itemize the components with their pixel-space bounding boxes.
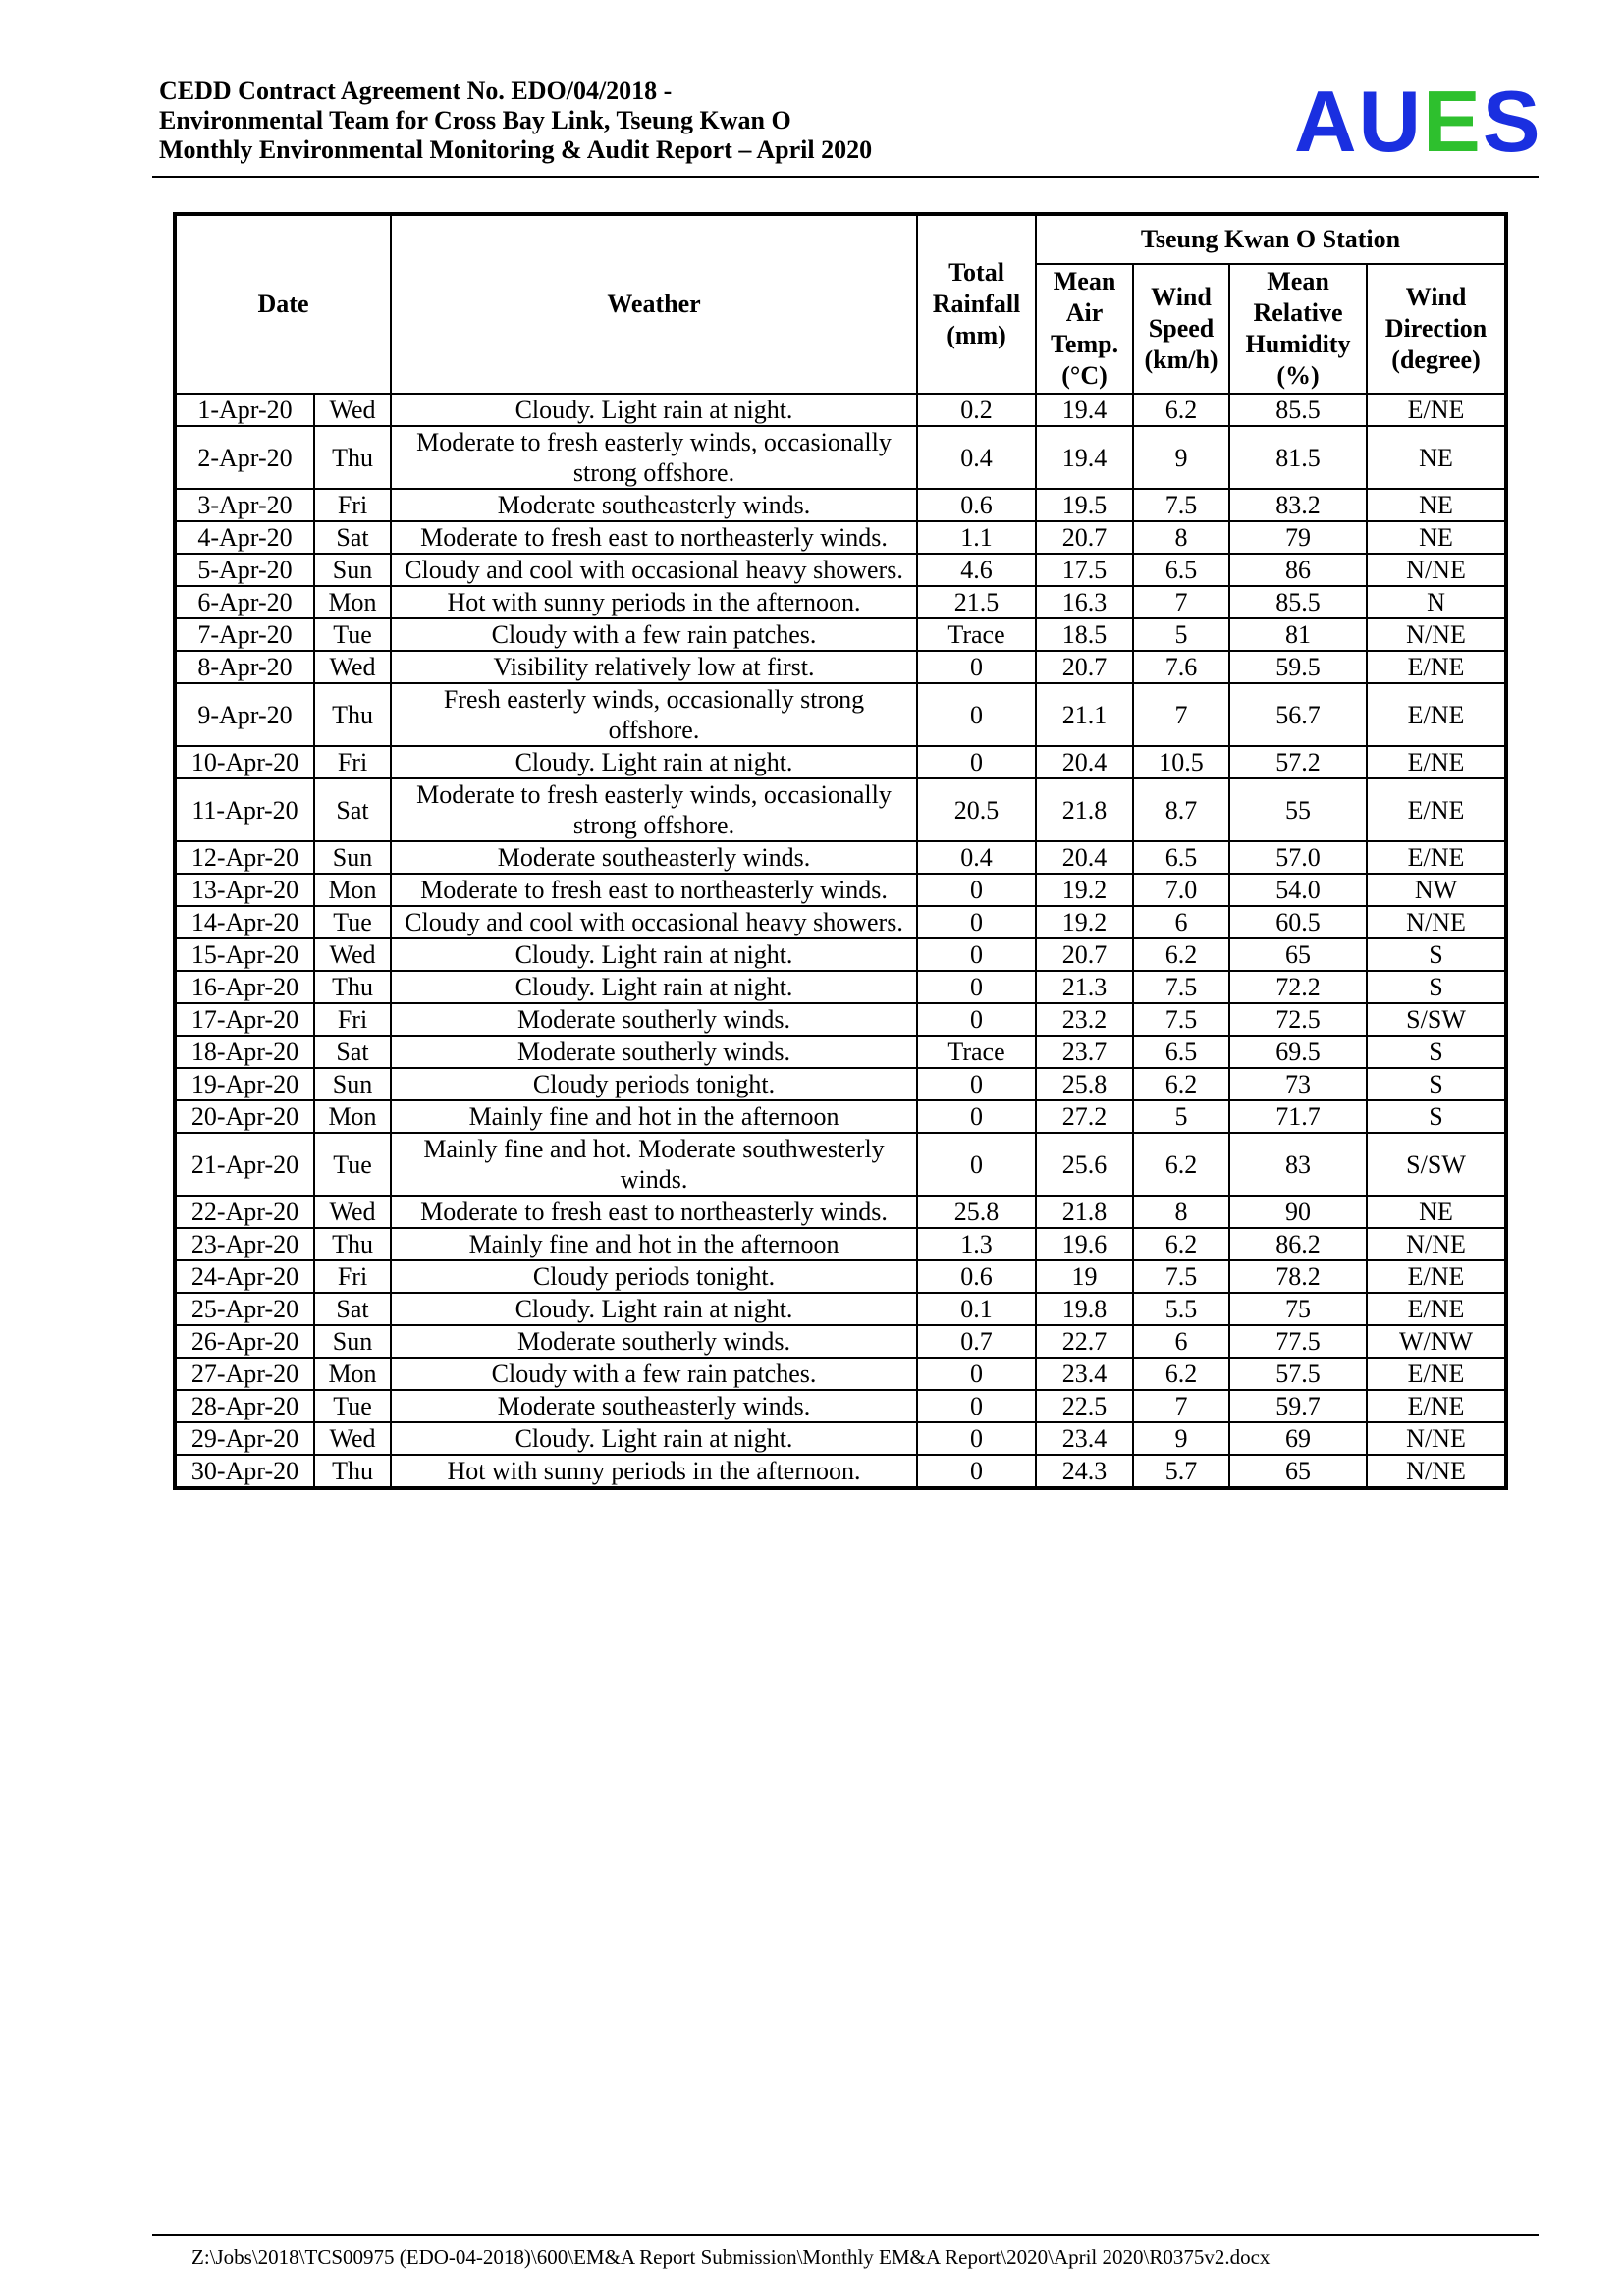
cell-wind-direction: E/NE bbox=[1367, 394, 1506, 426]
cell-wind-speed: 6 bbox=[1133, 1325, 1229, 1358]
cell-rainfall: 0 bbox=[917, 1358, 1036, 1390]
cell-rainfall: 4.6 bbox=[917, 554, 1036, 586]
cell-date: 2-Apr-20 bbox=[175, 426, 314, 489]
cell-wind-speed: 7 bbox=[1133, 586, 1229, 618]
header-wind-direction: Wind Direction (degree) bbox=[1367, 264, 1506, 394]
table-row bbox=[175, 426, 1506, 489]
cell-wind-speed: 7 bbox=[1133, 683, 1229, 746]
cell-temp: 23.4 bbox=[1036, 1422, 1133, 1455]
cell-wind-direction: E/NE bbox=[1367, 841, 1506, 874]
cell-humidity: 85.5 bbox=[1229, 586, 1367, 618]
table-row bbox=[175, 841, 1506, 874]
cell-rainfall: Trace bbox=[917, 618, 1036, 651]
cell-humidity: 59.5 bbox=[1229, 651, 1367, 683]
cell-wind-direction: N/NE bbox=[1367, 906, 1506, 938]
cell-humidity: 83.2 bbox=[1229, 489, 1367, 521]
cell-temp: 22.5 bbox=[1036, 1390, 1133, 1422]
cell-wind-direction: S bbox=[1367, 1068, 1506, 1100]
cell-wind-direction: E/NE bbox=[1367, 746, 1506, 778]
cell-wind-direction: N/NE bbox=[1367, 618, 1506, 651]
cell-temp: 19.4 bbox=[1036, 394, 1133, 426]
cell-rainfall: 0 bbox=[917, 683, 1036, 746]
cell-weather: Moderate to fresh easterly winds, occasionally strong offshore. bbox=[391, 426, 917, 489]
table-row bbox=[175, 1003, 1506, 1036]
cell-humidity: 71.7 bbox=[1229, 1100, 1367, 1133]
cell-weather: Mainly fine and hot. Moderate southwesterly winds. bbox=[391, 1133, 917, 1196]
cell-day: Sun bbox=[314, 554, 391, 586]
cell-rainfall: 0 bbox=[917, 651, 1036, 683]
table-row bbox=[175, 1228, 1506, 1260]
table-row bbox=[175, 618, 1506, 651]
table-row bbox=[175, 1068, 1506, 1100]
cell-temp: 20.4 bbox=[1036, 746, 1133, 778]
table-row bbox=[175, 1036, 1506, 1068]
cell-humidity: 90 bbox=[1229, 1196, 1367, 1228]
cell-wind-direction: W/NW bbox=[1367, 1325, 1506, 1358]
cell-rainfall: 0 bbox=[917, 1003, 1036, 1036]
cell-wind-direction: S bbox=[1367, 1100, 1506, 1133]
cell-wind-speed: 7 bbox=[1133, 1390, 1229, 1422]
cell-weather: Moderate southeasterly winds. bbox=[391, 1390, 917, 1422]
cell-wind-speed: 6.5 bbox=[1133, 1036, 1229, 1068]
cell-day: Sun bbox=[314, 1068, 391, 1100]
cell-temp: 20.7 bbox=[1036, 938, 1133, 971]
cell-wind-direction: N/NE bbox=[1367, 1455, 1506, 1488]
cell-wind-speed: 7.5 bbox=[1133, 971, 1229, 1003]
cell-wind-speed: 6 bbox=[1133, 906, 1229, 938]
cell-day: Tue bbox=[314, 618, 391, 651]
weather-table-body bbox=[175, 394, 1506, 1488]
cell-weather: Cloudy. Light rain at night. bbox=[391, 394, 917, 426]
cell-wind-direction: E/NE bbox=[1367, 778, 1506, 841]
cell-wind-direction: NE bbox=[1367, 489, 1506, 521]
cell-day: Thu bbox=[314, 426, 391, 489]
cell-date: 29-Apr-20 bbox=[175, 1422, 314, 1455]
cell-day: Wed bbox=[314, 1422, 391, 1455]
cell-wind-direction: NE bbox=[1367, 426, 1506, 489]
cell-wind-direction: E/NE bbox=[1367, 1390, 1506, 1422]
cell-rainfall: 0.1 bbox=[917, 1293, 1036, 1325]
cell-day: Mon bbox=[314, 874, 391, 906]
cell-wind-speed: 5 bbox=[1133, 618, 1229, 651]
cell-temp: 20.7 bbox=[1036, 651, 1133, 683]
cell-wind-speed: 8.7 bbox=[1133, 778, 1229, 841]
cell-day: Fri bbox=[314, 1260, 391, 1293]
cell-weather: Visibility relatively low at first. bbox=[391, 651, 917, 683]
cell-day: Mon bbox=[314, 586, 391, 618]
cell-rainfall: Trace bbox=[917, 1036, 1036, 1068]
cell-date: 28-Apr-20 bbox=[175, 1390, 314, 1422]
cell-wind-direction: N/NE bbox=[1367, 554, 1506, 586]
cell-temp: 21.1 bbox=[1036, 683, 1133, 746]
cell-rainfall: 0.2 bbox=[917, 394, 1036, 426]
cell-rainfall: 25.8 bbox=[917, 1196, 1036, 1228]
cell-wind-direction: S bbox=[1367, 1036, 1506, 1068]
cell-rainfall: 0 bbox=[917, 1068, 1036, 1100]
table-row bbox=[175, 778, 1506, 841]
cell-rainfall: 0 bbox=[917, 971, 1036, 1003]
cell-temp: 27.2 bbox=[1036, 1100, 1133, 1133]
cell-humidity: 65 bbox=[1229, 938, 1367, 971]
table-row bbox=[175, 1390, 1506, 1422]
cell-day: Sun bbox=[314, 841, 391, 874]
header-temp: Mean Air Temp. (°C) bbox=[1036, 264, 1133, 394]
cell-day: Thu bbox=[314, 683, 391, 746]
cell-day: Tue bbox=[314, 1390, 391, 1422]
cell-weather: Moderate southeasterly winds. bbox=[391, 841, 917, 874]
cell-humidity: 56.7 bbox=[1229, 683, 1367, 746]
cell-wind-direction: S bbox=[1367, 938, 1506, 971]
cell-wind-speed: 6.5 bbox=[1133, 554, 1229, 586]
table-row bbox=[175, 1358, 1506, 1390]
cell-rainfall: 0 bbox=[917, 746, 1036, 778]
cell-rainfall: 0.6 bbox=[917, 489, 1036, 521]
cell-temp: 20.7 bbox=[1036, 521, 1133, 554]
table-row bbox=[175, 1133, 1506, 1196]
cell-wind-speed: 9 bbox=[1133, 426, 1229, 489]
cell-date: 21-Apr-20 bbox=[175, 1133, 314, 1196]
cell-wind-direction: S bbox=[1367, 971, 1506, 1003]
cell-weather: Cloudy. Light rain at night. bbox=[391, 1422, 917, 1455]
table-row bbox=[175, 874, 1506, 906]
cell-date: 6-Apr-20 bbox=[175, 586, 314, 618]
cell-wind-direction: S/SW bbox=[1367, 1133, 1506, 1196]
header-divider bbox=[152, 176, 1539, 178]
cell-day: Sun bbox=[314, 1325, 391, 1358]
cell-date: 1-Apr-20 bbox=[175, 394, 314, 426]
cell-weather: Cloudy periods tonight. bbox=[391, 1260, 917, 1293]
cell-rainfall: 1.3 bbox=[917, 1228, 1036, 1260]
table-row bbox=[175, 971, 1506, 1003]
cell-day: Thu bbox=[314, 1228, 391, 1260]
cell-wind-speed: 5 bbox=[1133, 1100, 1229, 1133]
cell-wind-direction: NW bbox=[1367, 874, 1506, 906]
cell-rainfall: 0 bbox=[917, 1390, 1036, 1422]
cell-rainfall: 0 bbox=[917, 938, 1036, 971]
cell-date: 24-Apr-20 bbox=[175, 1260, 314, 1293]
cell-wind-speed: 9 bbox=[1133, 1422, 1229, 1455]
cell-weather: Cloudy. Light rain at night. bbox=[391, 746, 917, 778]
table-row bbox=[175, 521, 1506, 554]
cell-wind-direction: NE bbox=[1367, 521, 1506, 554]
cell-temp: 17.5 bbox=[1036, 554, 1133, 586]
cell-temp: 23.4 bbox=[1036, 1358, 1133, 1390]
cell-humidity: 65 bbox=[1229, 1455, 1367, 1488]
cell-date: 18-Apr-20 bbox=[175, 1036, 314, 1068]
cell-temp: 20.4 bbox=[1036, 841, 1133, 874]
cell-date: 5-Apr-20 bbox=[175, 554, 314, 586]
cell-humidity: 81.5 bbox=[1229, 426, 1367, 489]
cell-temp: 19.5 bbox=[1036, 489, 1133, 521]
cell-weather: Hot with sunny periods in the afternoon. bbox=[391, 586, 917, 618]
cell-rainfall: 0 bbox=[917, 1422, 1036, 1455]
cell-wind-speed: 8 bbox=[1133, 521, 1229, 554]
cell-rainfall: 0.4 bbox=[917, 841, 1036, 874]
cell-date: 14-Apr-20 bbox=[175, 906, 314, 938]
cell-temp: 19.2 bbox=[1036, 906, 1133, 938]
cell-temp: 19.4 bbox=[1036, 426, 1133, 489]
cell-humidity: 78.2 bbox=[1229, 1260, 1367, 1293]
cell-rainfall: 0.4 bbox=[917, 426, 1036, 489]
table-row bbox=[175, 683, 1506, 746]
cell-weather: Moderate southerly winds. bbox=[391, 1003, 917, 1036]
cell-wind-direction: NE bbox=[1367, 1196, 1506, 1228]
cell-temp: 23.2 bbox=[1036, 1003, 1133, 1036]
cell-rainfall: 1.1 bbox=[917, 521, 1036, 554]
table-row bbox=[175, 746, 1506, 778]
cell-rainfall: 0 bbox=[917, 874, 1036, 906]
cell-date: 15-Apr-20 bbox=[175, 938, 314, 971]
cell-humidity: 72.2 bbox=[1229, 971, 1367, 1003]
cell-wind-speed: 6.5 bbox=[1133, 841, 1229, 874]
cell-weather: Mainly fine and hot in the afternoon bbox=[391, 1228, 917, 1260]
cell-humidity: 77.5 bbox=[1229, 1325, 1367, 1358]
cell-rainfall: 0.6 bbox=[917, 1260, 1036, 1293]
cell-humidity: 57.0 bbox=[1229, 841, 1367, 874]
cell-wind-speed: 7.0 bbox=[1133, 874, 1229, 906]
cell-date: 3-Apr-20 bbox=[175, 489, 314, 521]
cell-weather: Moderate southerly winds. bbox=[391, 1036, 917, 1068]
cell-humidity: 86 bbox=[1229, 554, 1367, 586]
cell-wind-speed: 6.2 bbox=[1133, 1133, 1229, 1196]
cell-day: Mon bbox=[314, 1100, 391, 1133]
cell-day: Tue bbox=[314, 1133, 391, 1196]
header-line-report: Monthly Environmental Monitoring & Audit Report – April 2020 bbox=[159, 135, 873, 164]
cell-rainfall: 21.5 bbox=[917, 586, 1036, 618]
table-row bbox=[175, 1455, 1506, 1488]
cell-humidity: 86.2 bbox=[1229, 1228, 1367, 1260]
cell-wind-speed: 7.6 bbox=[1133, 651, 1229, 683]
cell-humidity: 83 bbox=[1229, 1133, 1367, 1196]
table-row bbox=[175, 938, 1506, 971]
footer-file-path: Z:\Jobs\2018\TCS00975 (EDO-04-2018)\600\EM&A Report Submission\Monthly EM&A Report\2020\April 2020\R0375v2.docx bbox=[191, 2245, 1271, 2269]
header-humidity: Mean Relative Humidity (%) bbox=[1229, 264, 1367, 394]
header-weather: Weather bbox=[391, 214, 917, 394]
cell-day: Thu bbox=[314, 1455, 391, 1488]
cell-temp: 18.5 bbox=[1036, 618, 1133, 651]
cell-wind-direction: E/NE bbox=[1367, 1260, 1506, 1293]
cell-rainfall: 0 bbox=[917, 1100, 1036, 1133]
cell-weather: Cloudy and cool with occasional heavy showers. bbox=[391, 554, 917, 586]
cell-wind-speed: 8 bbox=[1133, 1196, 1229, 1228]
cell-day: Sat bbox=[314, 521, 391, 554]
cell-wind-direction: N/NE bbox=[1367, 1422, 1506, 1455]
cell-day: Fri bbox=[314, 489, 391, 521]
cell-rainfall: 0 bbox=[917, 1133, 1036, 1196]
cell-date: 13-Apr-20 bbox=[175, 874, 314, 906]
cell-date: 23-Apr-20 bbox=[175, 1228, 314, 1260]
cell-day: Tue bbox=[314, 906, 391, 938]
cell-date: 26-Apr-20 bbox=[175, 1325, 314, 1358]
cell-wind-speed: 7.5 bbox=[1133, 489, 1229, 521]
cell-weather: Cloudy and cool with occasional heavy showers. bbox=[391, 906, 917, 938]
cell-temp: 25.6 bbox=[1036, 1133, 1133, 1196]
cell-wind-direction: E/NE bbox=[1367, 1293, 1506, 1325]
cell-date: 27-Apr-20 bbox=[175, 1358, 314, 1390]
cell-temp: 24.3 bbox=[1036, 1455, 1133, 1488]
cell-date: 30-Apr-20 bbox=[175, 1455, 314, 1488]
cell-date: 17-Apr-20 bbox=[175, 1003, 314, 1036]
cell-weather: Cloudy periods tonight. bbox=[391, 1068, 917, 1100]
cell-weather: Hot with sunny periods in the afternoon. bbox=[391, 1455, 917, 1488]
cell-temp: 16.3 bbox=[1036, 586, 1133, 618]
header-date: Date bbox=[175, 214, 391, 394]
cell-temp: 22.7 bbox=[1036, 1325, 1133, 1358]
cell-date: 7-Apr-20 bbox=[175, 618, 314, 651]
table-row bbox=[175, 554, 1506, 586]
cell-date: 10-Apr-20 bbox=[175, 746, 314, 778]
table-row bbox=[175, 586, 1506, 618]
cell-temp: 23.7 bbox=[1036, 1036, 1133, 1068]
cell-date: 20-Apr-20 bbox=[175, 1100, 314, 1133]
cell-weather: Moderate southerly winds. bbox=[391, 1325, 917, 1358]
header-line-team: Environmental Team for Cross Bay Link, Tseung Kwan O bbox=[159, 106, 791, 134]
table-row bbox=[175, 906, 1506, 938]
cell-date: 11-Apr-20 bbox=[175, 778, 314, 841]
cell-day: Mon bbox=[314, 1358, 391, 1390]
cell-weather: Moderate to fresh east to northeasterly winds. bbox=[391, 1196, 917, 1228]
footer-divider bbox=[152, 2234, 1539, 2236]
cell-humidity: 85.5 bbox=[1229, 394, 1367, 426]
cell-day: Wed bbox=[314, 651, 391, 683]
cell-humidity: 59.7 bbox=[1229, 1390, 1367, 1422]
cell-day: Wed bbox=[314, 1196, 391, 1228]
cell-wind-speed: 7.5 bbox=[1133, 1260, 1229, 1293]
cell-temp: 19.2 bbox=[1036, 874, 1133, 906]
cell-day: Wed bbox=[314, 938, 391, 971]
cell-humidity: 75 bbox=[1229, 1293, 1367, 1325]
cell-wind-direction: S/SW bbox=[1367, 1003, 1506, 1036]
cell-rainfall: 0.7 bbox=[917, 1325, 1036, 1358]
cell-day: Wed bbox=[314, 394, 391, 426]
cell-weather: Fresh easterly winds, occasionally strong offshore. bbox=[391, 683, 917, 746]
cell-date: 4-Apr-20 bbox=[175, 521, 314, 554]
cell-humidity: 69 bbox=[1229, 1422, 1367, 1455]
cell-wind-direction: E/NE bbox=[1367, 651, 1506, 683]
cell-rainfall: 0 bbox=[917, 1455, 1036, 1488]
aues-logo: AUES bbox=[1294, 73, 1543, 170]
table-row bbox=[175, 1293, 1506, 1325]
cell-temp: 21.8 bbox=[1036, 1196, 1133, 1228]
header-wind-speed: Wind Speed (km/h) bbox=[1133, 264, 1229, 394]
cell-temp: 21.3 bbox=[1036, 971, 1133, 1003]
cell-weather: Cloudy. Light rain at night. bbox=[391, 938, 917, 971]
cell-wind-direction: N bbox=[1367, 586, 1506, 618]
cell-date: 25-Apr-20 bbox=[175, 1293, 314, 1325]
cell-temp: 25.8 bbox=[1036, 1068, 1133, 1100]
header-rainfall: Total Rainfall (mm) bbox=[917, 214, 1036, 394]
cell-weather: Cloudy with a few rain patches. bbox=[391, 1358, 917, 1390]
weather-table bbox=[173, 212, 1508, 1490]
cell-temp: 19 bbox=[1036, 1260, 1133, 1293]
cell-day: Fri bbox=[314, 746, 391, 778]
cell-wind-speed: 5.5 bbox=[1133, 1293, 1229, 1325]
cell-wind-speed: 6.2 bbox=[1133, 1068, 1229, 1100]
table-row bbox=[175, 651, 1506, 683]
cell-weather: Moderate to fresh east to northeasterly winds. bbox=[391, 874, 917, 906]
cell-date: 12-Apr-20 bbox=[175, 841, 314, 874]
table-row bbox=[175, 394, 1506, 426]
cell-date: 19-Apr-20 bbox=[175, 1068, 314, 1100]
cell-wind-speed: 10.5 bbox=[1133, 746, 1229, 778]
cell-date: 16-Apr-20 bbox=[175, 971, 314, 1003]
table-row bbox=[175, 1100, 1506, 1133]
header-station: Tseung Kwan O Station bbox=[1036, 214, 1506, 264]
table-row bbox=[175, 1422, 1506, 1455]
cell-weather: Cloudy with a few rain patches. bbox=[391, 618, 917, 651]
cell-humidity: 73 bbox=[1229, 1068, 1367, 1100]
table-row bbox=[175, 489, 1506, 521]
cell-day: Sat bbox=[314, 778, 391, 841]
cell-weather: Moderate to fresh east to northeasterly winds. bbox=[391, 521, 917, 554]
report-header bbox=[159, 77, 872, 165]
cell-weather: Moderate to fresh easterly winds, occasionally strong offshore. bbox=[391, 778, 917, 841]
table-row bbox=[175, 1196, 1506, 1228]
cell-wind-direction: E/NE bbox=[1367, 683, 1506, 746]
cell-weather: Mainly fine and hot in the afternoon bbox=[391, 1100, 917, 1133]
cell-humidity: 79 bbox=[1229, 521, 1367, 554]
cell-rainfall: 20.5 bbox=[917, 778, 1036, 841]
cell-humidity: 69.5 bbox=[1229, 1036, 1367, 1068]
cell-weather: Moderate southeasterly winds. bbox=[391, 489, 917, 521]
table-row bbox=[175, 1260, 1506, 1293]
cell-wind-speed: 6.2 bbox=[1133, 394, 1229, 426]
cell-date: 9-Apr-20 bbox=[175, 683, 314, 746]
header-line-contract: CEDD Contract Agreement No. EDO/04/2018 - bbox=[159, 77, 673, 105]
cell-wind-speed: 7.5 bbox=[1133, 1003, 1229, 1036]
cell-humidity: 81 bbox=[1229, 618, 1367, 651]
cell-weather: Cloudy. Light rain at night. bbox=[391, 971, 917, 1003]
cell-humidity: 72.5 bbox=[1229, 1003, 1367, 1036]
cell-humidity: 54.0 bbox=[1229, 874, 1367, 906]
cell-date: 8-Apr-20 bbox=[175, 651, 314, 683]
cell-wind-speed: 6.2 bbox=[1133, 1228, 1229, 1260]
cell-temp: 19.6 bbox=[1036, 1228, 1133, 1260]
cell-day: Sat bbox=[314, 1036, 391, 1068]
cell-temp: 19.8 bbox=[1036, 1293, 1133, 1325]
cell-day: Sat bbox=[314, 1293, 391, 1325]
cell-date: 22-Apr-20 bbox=[175, 1196, 314, 1228]
cell-wind-speed: 6.2 bbox=[1133, 1358, 1229, 1390]
cell-weather: Cloudy. Light rain at night. bbox=[391, 1293, 917, 1325]
cell-rainfall: 0 bbox=[917, 906, 1036, 938]
cell-day: Thu bbox=[314, 971, 391, 1003]
cell-humidity: 57.2 bbox=[1229, 746, 1367, 778]
cell-wind-direction: E/NE bbox=[1367, 1358, 1506, 1390]
cell-wind-direction: N/NE bbox=[1367, 1228, 1506, 1260]
cell-temp: 21.8 bbox=[1036, 778, 1133, 841]
cell-humidity: 57.5 bbox=[1229, 1358, 1367, 1390]
cell-humidity: 60.5 bbox=[1229, 906, 1367, 938]
cell-wind-speed: 5.7 bbox=[1133, 1455, 1229, 1488]
table-row bbox=[175, 1325, 1506, 1358]
cell-wind-speed: 6.2 bbox=[1133, 938, 1229, 971]
cell-day: Fri bbox=[314, 1003, 391, 1036]
cell-humidity: 55 bbox=[1229, 778, 1367, 841]
